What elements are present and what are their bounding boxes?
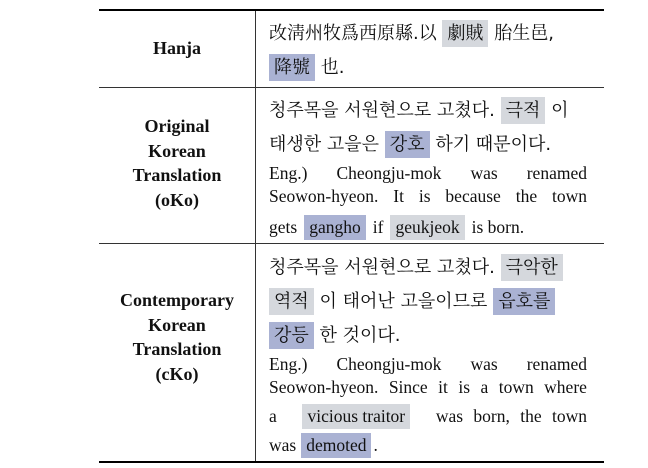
column-divider — [255, 244, 256, 461]
cko-english — [269, 353, 587, 457]
cko-english-line-4: was demoted . — [269, 434, 587, 457]
oko-cell — [269, 92, 587, 242]
table-bottom-rule — [99, 461, 604, 463]
oko-korean-line-1: 청주목을 서원현으로 고쳤다. 극적 이 — [269, 92, 587, 130]
hanja-line-1: 改淸州牧爲西原縣.以 劇賊 胎生邑, — [269, 15, 587, 53]
oko-english — [269, 162, 587, 239]
row-header-oko: Original Korean Translation (oKo) — [132, 116, 222, 210]
cko-english-line-2: Seowon-hyeon. Since it is a town where — [269, 377, 587, 397]
oko-english-line-2: Seowon-hyeon. It is because the town — [269, 186, 587, 206]
cko-english-line-1: Eng.) Cheongju-mok was renamed — [269, 354, 587, 374]
table-top-rule — [99, 9, 604, 11]
cko-korean-line-2: 역적 이 태어난 고을이므로 읍호를 — [269, 283, 587, 321]
row-header-hanja: Hanja — [152, 38, 201, 58]
highlight-geukjeok: 劇賊 — [442, 20, 488, 47]
cko-korean-line-3: 강등 한 것이다. — [269, 317, 587, 355]
column-divider — [255, 11, 256, 87]
oko-english-line-3: gets gangho if geukjeok is born. — [269, 216, 587, 239]
column-divider — [255, 88, 256, 243]
cko-cell — [269, 249, 587, 459]
oko-korean-line-2: 태생한 고을은 강호 하기 때문이다. — [269, 126, 587, 164]
highlight-vicious-traitor: 역적 — [269, 288, 314, 315]
oko-english-line-1: Eng.) Cheongju-mok was renamed — [269, 163, 587, 183]
highlight-geukjeok: geukjeok — [390, 215, 464, 240]
highlight-demoted: demoted — [301, 433, 371, 458]
row-divider — [99, 243, 604, 244]
highlight-gangho: 강호 — [385, 131, 430, 158]
highlight-vicious-traitor: 극악한 — [501, 254, 563, 281]
highlight-gangho: 降號 — [269, 54, 315, 81]
highlight-demoted: 읍호를 — [493, 288, 555, 315]
cko-korean-line-1: 청주목을 서원현으로 고쳤다. 극악한 — [269, 249, 587, 287]
row-divider — [99, 87, 604, 88]
highlight-demoted: 강등 — [269, 322, 314, 349]
hanja-cell — [269, 15, 587, 85]
hanja-line-2: 降號 也. — [269, 49, 587, 87]
cko-english-line-3: a vicious traitor was born, the town — [269, 405, 587, 428]
highlight-geukjeok: 극적 — [501, 97, 546, 124]
row-header-cko: Contemporary Korean Translation (cKo) — [120, 290, 234, 384]
highlight-gangho: gangho — [304, 215, 366, 240]
highlight-vicious-traitor: vicious traitor — [302, 404, 410, 429]
